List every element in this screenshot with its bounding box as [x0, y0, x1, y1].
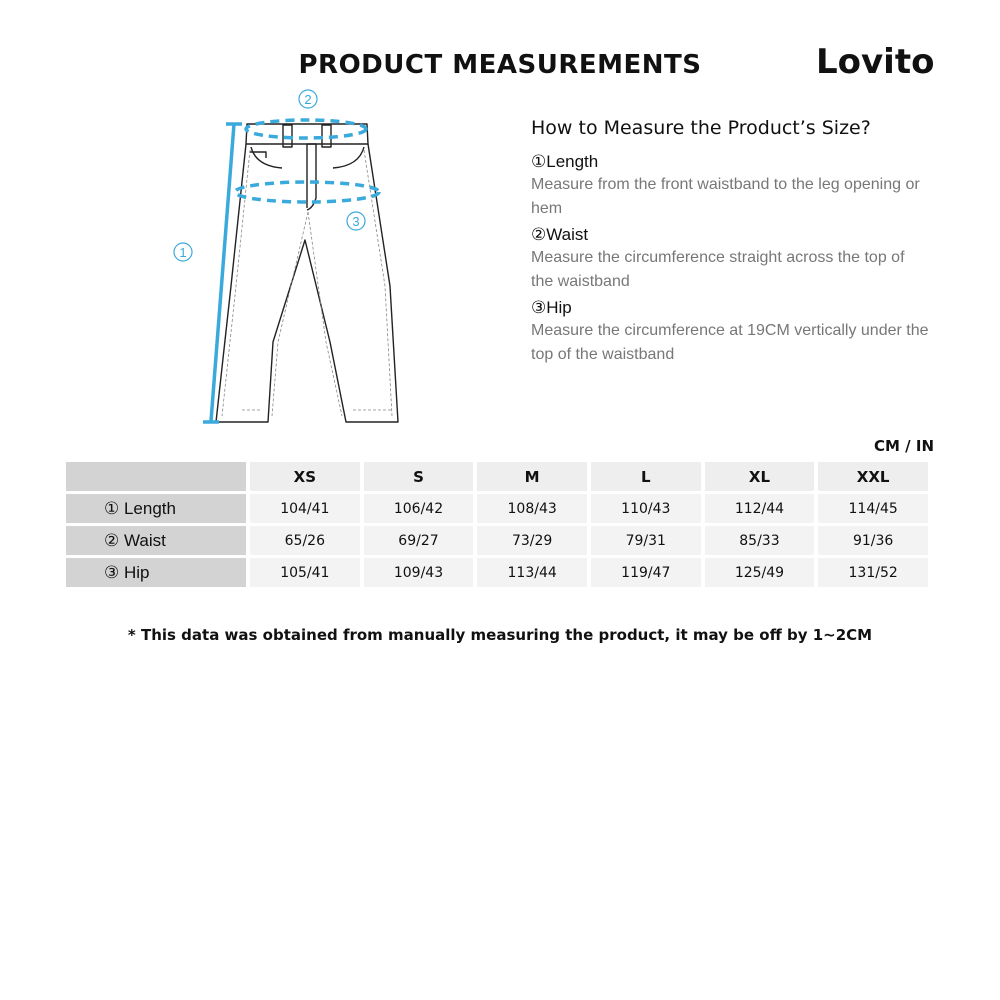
- size-header: M: [477, 462, 587, 491]
- row-label: ② Waist: [66, 526, 246, 555]
- table-cell: 110/43: [591, 494, 701, 523]
- svg-text:1: 1: [179, 245, 187, 260]
- marker-1: [174, 243, 192, 261]
- marker-2: [299, 90, 317, 108]
- measurement-footnote: * This data was obtained from manually measuring the product, it may be off by 1~2CM: [127, 626, 873, 644]
- size-header: XL: [705, 462, 815, 491]
- table-row-hip: [66, 558, 928, 587]
- table-cell: 91/36: [818, 526, 928, 555]
- guide-desc: Measure from the front waistband to the leg opening or hem: [531, 176, 920, 217]
- row-label: ① Length: [66, 494, 246, 523]
- table-cell: 104/41: [250, 494, 360, 523]
- size-header: S: [364, 462, 474, 491]
- size-header: XXL: [818, 462, 928, 491]
- size-header-row: [66, 462, 928, 491]
- guide-label: ②Waist: [531, 225, 589, 244]
- table-cell: 125/49: [705, 558, 815, 587]
- size-header: XS: [250, 462, 360, 491]
- table-cell: 85/33: [705, 526, 815, 555]
- guide-desc: Measure the circumference at 19CM vertically under the top of the waistband: [531, 322, 929, 363]
- guide-heading: How to Measure the Product’s Size?: [531, 117, 871, 139]
- table-cell: 114/45: [818, 494, 928, 523]
- page-title: PRODUCT MEASUREMENTS: [298, 50, 702, 80]
- guide-item-hip: [531, 297, 931, 367]
- guide-label: ③Hip: [531, 298, 572, 317]
- table-cell: 119/47: [591, 558, 701, 587]
- pants-diagram: [150, 80, 450, 440]
- guide-label: ①Length: [531, 152, 599, 171]
- table-row-length: [66, 494, 928, 523]
- table-cell: 113/44: [477, 558, 587, 587]
- table-cell: 69/27: [364, 526, 474, 555]
- table-cell: 108/43: [477, 494, 587, 523]
- table-cell: 65/26: [250, 526, 360, 555]
- table-cell: 109/43: [364, 558, 474, 587]
- length-measure-line: [203, 124, 242, 422]
- svg-text:3: 3: [352, 214, 360, 229]
- table-cell: 106/42: [364, 494, 474, 523]
- table-corner: [66, 462, 246, 491]
- table-row-waist: [66, 526, 928, 555]
- svg-text:2: 2: [304, 92, 312, 107]
- table-cell: 105/41: [250, 558, 360, 587]
- unit-label: CM / IN: [874, 437, 934, 455]
- guide-item-length: [531, 151, 931, 221]
- brand-logo: Lovito: [816, 42, 935, 82]
- table-cell: 112/44: [705, 494, 815, 523]
- measure-guide: [531, 151, 931, 370]
- waist-measure-line: [246, 120, 366, 138]
- guide-item-waist: [531, 224, 931, 294]
- table-cell: 131/52: [818, 558, 928, 587]
- table-cell: 79/31: [591, 526, 701, 555]
- size-header: L: [591, 462, 701, 491]
- table-cell: 73/29: [477, 526, 587, 555]
- row-label: ③ Hip: [66, 558, 246, 587]
- guide-desc: Measure the circumference straight across the top of the waistband: [531, 249, 905, 290]
- marker-3: [347, 212, 365, 230]
- size-table: [62, 459, 932, 590]
